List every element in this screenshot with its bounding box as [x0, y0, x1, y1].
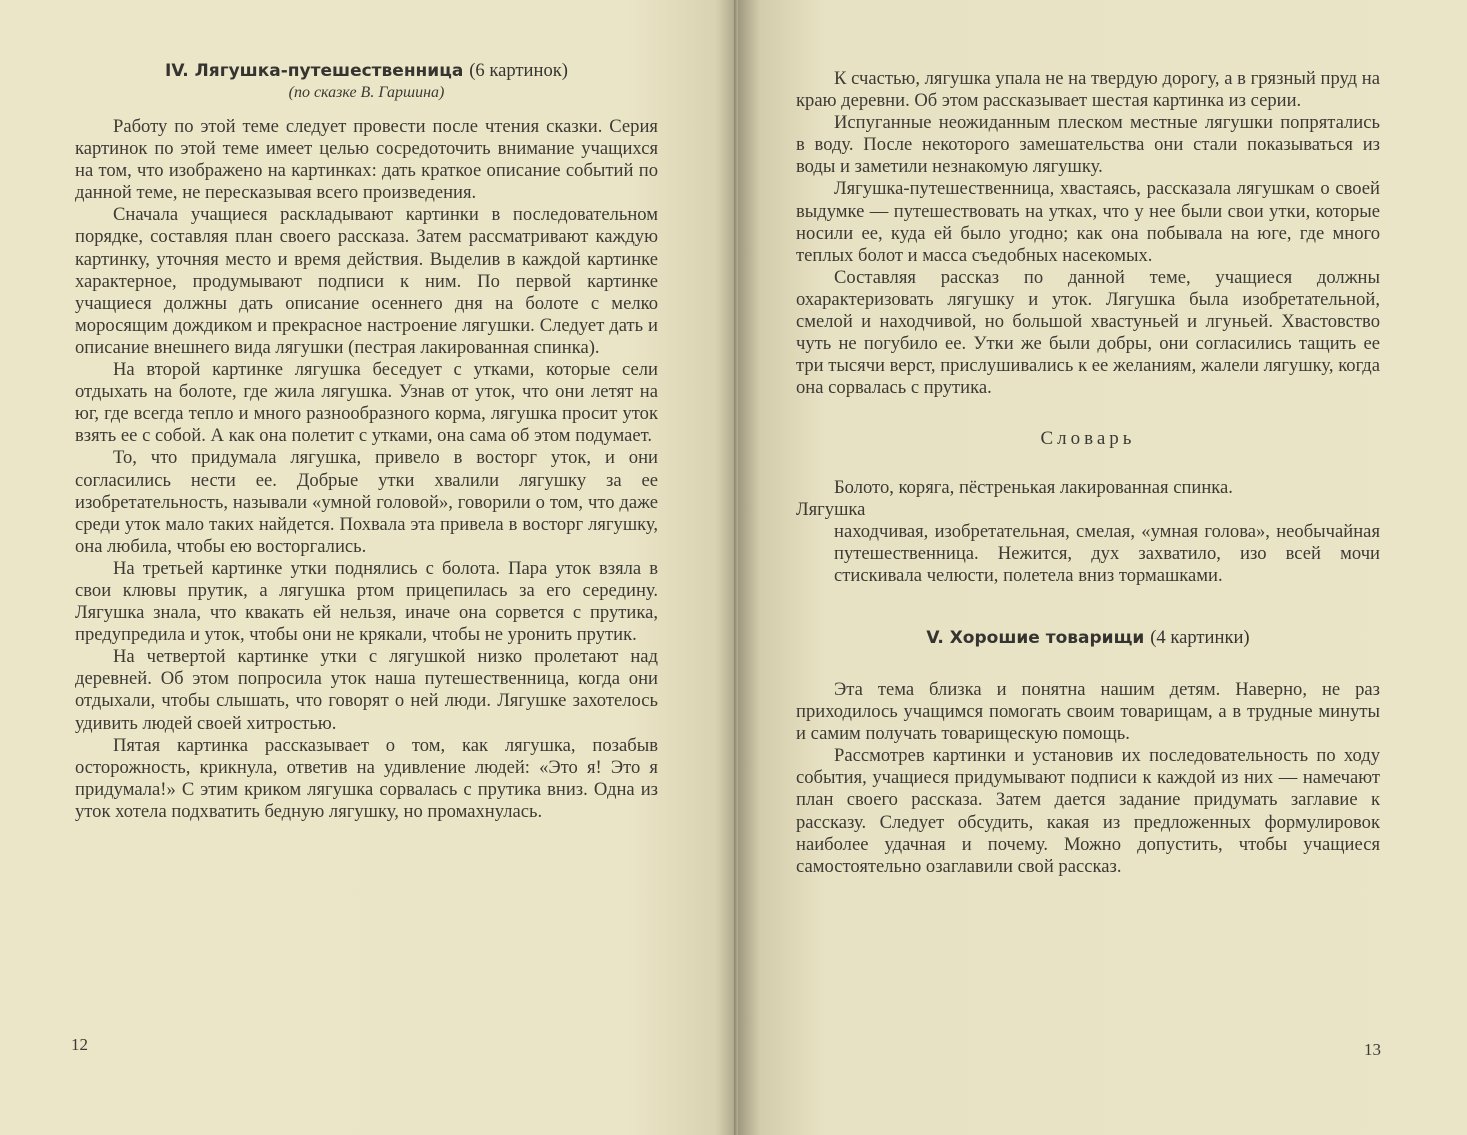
dictionary-title: Словарь — [1040, 428, 1136, 450]
paragraph: То, что придумала лягушка, привело в восторг уток, и они согласились нести ее. Добрые утки хвалили лягушку за ее изобретательность, называли «умной головой», говорили о том, что даже среди уток мало таких найдется. Похвала эта привела в восторг лягушку, она любила, чтобы ею восторгались. — [75, 447, 658, 557]
section-title: IV. Лягушка-путешественница — [165, 61, 464, 81]
section-subheading: (по сказке В. Гаршина) — [288, 84, 445, 101]
paragraph: На четвертой картинке утки с лягушкой низко пролетают над деревней. Об этом попросила уток наша путешественница, когда они отдыхали, чтобы слышать, что говорят о ней люди. Лягушке захотелось удивить людей своей хитростью. — [75, 646, 658, 734]
page-number: 13 — [1364, 1040, 1381, 1059]
paragraph: На второй картинке лягушка беседует с утками, которые сели отдыхать на болоте, где жила лягушка. Узнав от уток, что они летят на юг, где всегда тепло и много разнообразного корма, лягушка просит уток взять ее с собой. А как она полетит с утками, она сама об этом подумает. — [75, 359, 658, 447]
right-page — [738, 0, 1467, 1135]
paragraph: Пятая картинка рассказывает о том, как лягушка, позабыв осторожность, крикнула, ответив на удивление людей: «Это я! Это я придумала!» С этим криком лягушка сорвалась с прутика вниз. Одна из уток хотела подхватить бедную лягушку, но промахнулась. — [75, 734, 658, 822]
picture-count: (6 картинок) — [469, 60, 568, 81]
right-page-text — [796, 68, 1380, 878]
section-title: V. Хорошие товарищи — [926, 627, 1145, 648]
paragraph: Эта тема близка и понятна нашим детям. Наверно, не раз приходилось учащимся помогать своим товарищам, а в трудные минуты и самим получать товарищескую помощь. — [796, 678, 1380, 745]
left-page-text — [75, 60, 658, 823]
section-heading-v — [796, 627, 1380, 649]
paragraph: Лягушка-путешественница, хвастаясь, рассказала лягушкам о своей выдумке — путешествовать на утках, что у нее были свои утки, которые носили ее, куда ей было угодно; как она побывала на юге, где много теплых болот и масса съедобных насекомых. — [796, 178, 1380, 266]
paragraph: На третьей картинке утки поднялись с болота. Пара уток взяла в свои клювы прутик, а лягушка ртом прицепилась за его середину. Лягушка знала, что квакать ей нельзя, иначе она сорвется с прутика, предупредила и уток, чтобы они не крякали, чтобы не уронить прутик. — [75, 557, 658, 646]
paragraph: К счастью, лягушка упала не на твердую дорогу, а в грязный пруд на краю деревни. Об этом рассказывает шестая картинка из серии. — [796, 68, 1380, 112]
paragraph: Работу по этой теме следует провести после чтения сказки. Серия картинок по этой теме имеет целью сосредоточить внимание учащихся на том, что изображено на картинках: дать краткое описание событий по данной теме, не пересказывая всего произведения. — [75, 116, 658, 204]
paragraph: Составляя рассказ по данной теме, учащиеся должны охарактеризовать лягушку и уток. Лягушка была изобретательной, смелой и находчивой, но большой хвастуньей и лгуньей. Хвастовство чуть не погубило ее. Утки же были добры, они согласились тащить ее три тысячи верст, прислушивались к ее желаниям, жалели лягушку, когда она сорвалась с прутика. — [796, 266, 1380, 399]
dictionary-line: находчивая, изобретательная, смелая, «умная голова», необычайная путешественница. Нежится, дух захватило, изо всей мочи стискивала челюсти, полетела вниз тормашками. — [834, 520, 1380, 586]
paragraph: Испуганные неожиданным плеском местные лягушки попрятались в воду. После некоторого замешательства они стали показываться из воды и заметили незнакомую лягушку. — [796, 112, 1380, 178]
picture-count: (4 картинки) — [1150, 626, 1250, 648]
page-number: 12 — [71, 1035, 88, 1054]
section-heading-iv — [75, 60, 658, 82]
paragraph: Рассмотрев картинки и установив их последовательность по ходу события, учащиеся придумывают подписи к каждой из них — намечают план своего рассказа. Затем дается задание придумать заглавие к рассказу. Следует обсудить, какая из предложенных формулировок наиболее удачная и почему. Можно допустить, чтобы учащиеся самостоятельно озаглавили свой рассказ. — [796, 745, 1380, 877]
dictionary-word: Лягушка — [796, 498, 866, 520]
paragraph: Сначала учащиеся раскладывают картинки в последовательном порядке, составляя план своего рассказа. Затем рассматривают каждую картинку, уточняя место и время действия. Выделив в каждой картинке характерное, продумывают подписи к ним. По первой картинке учащиеся должны дать описание осеннего дня на болоте с мелко моросящим дождиком и прекрасное настроение лягушки. Следует дать и описание внешнего вида лягушки (пестрая лакированная спинка). — [75, 204, 658, 358]
dictionary-line: Болото, коряга, пёстренькая лакированная спинка. — [834, 476, 1233, 498]
